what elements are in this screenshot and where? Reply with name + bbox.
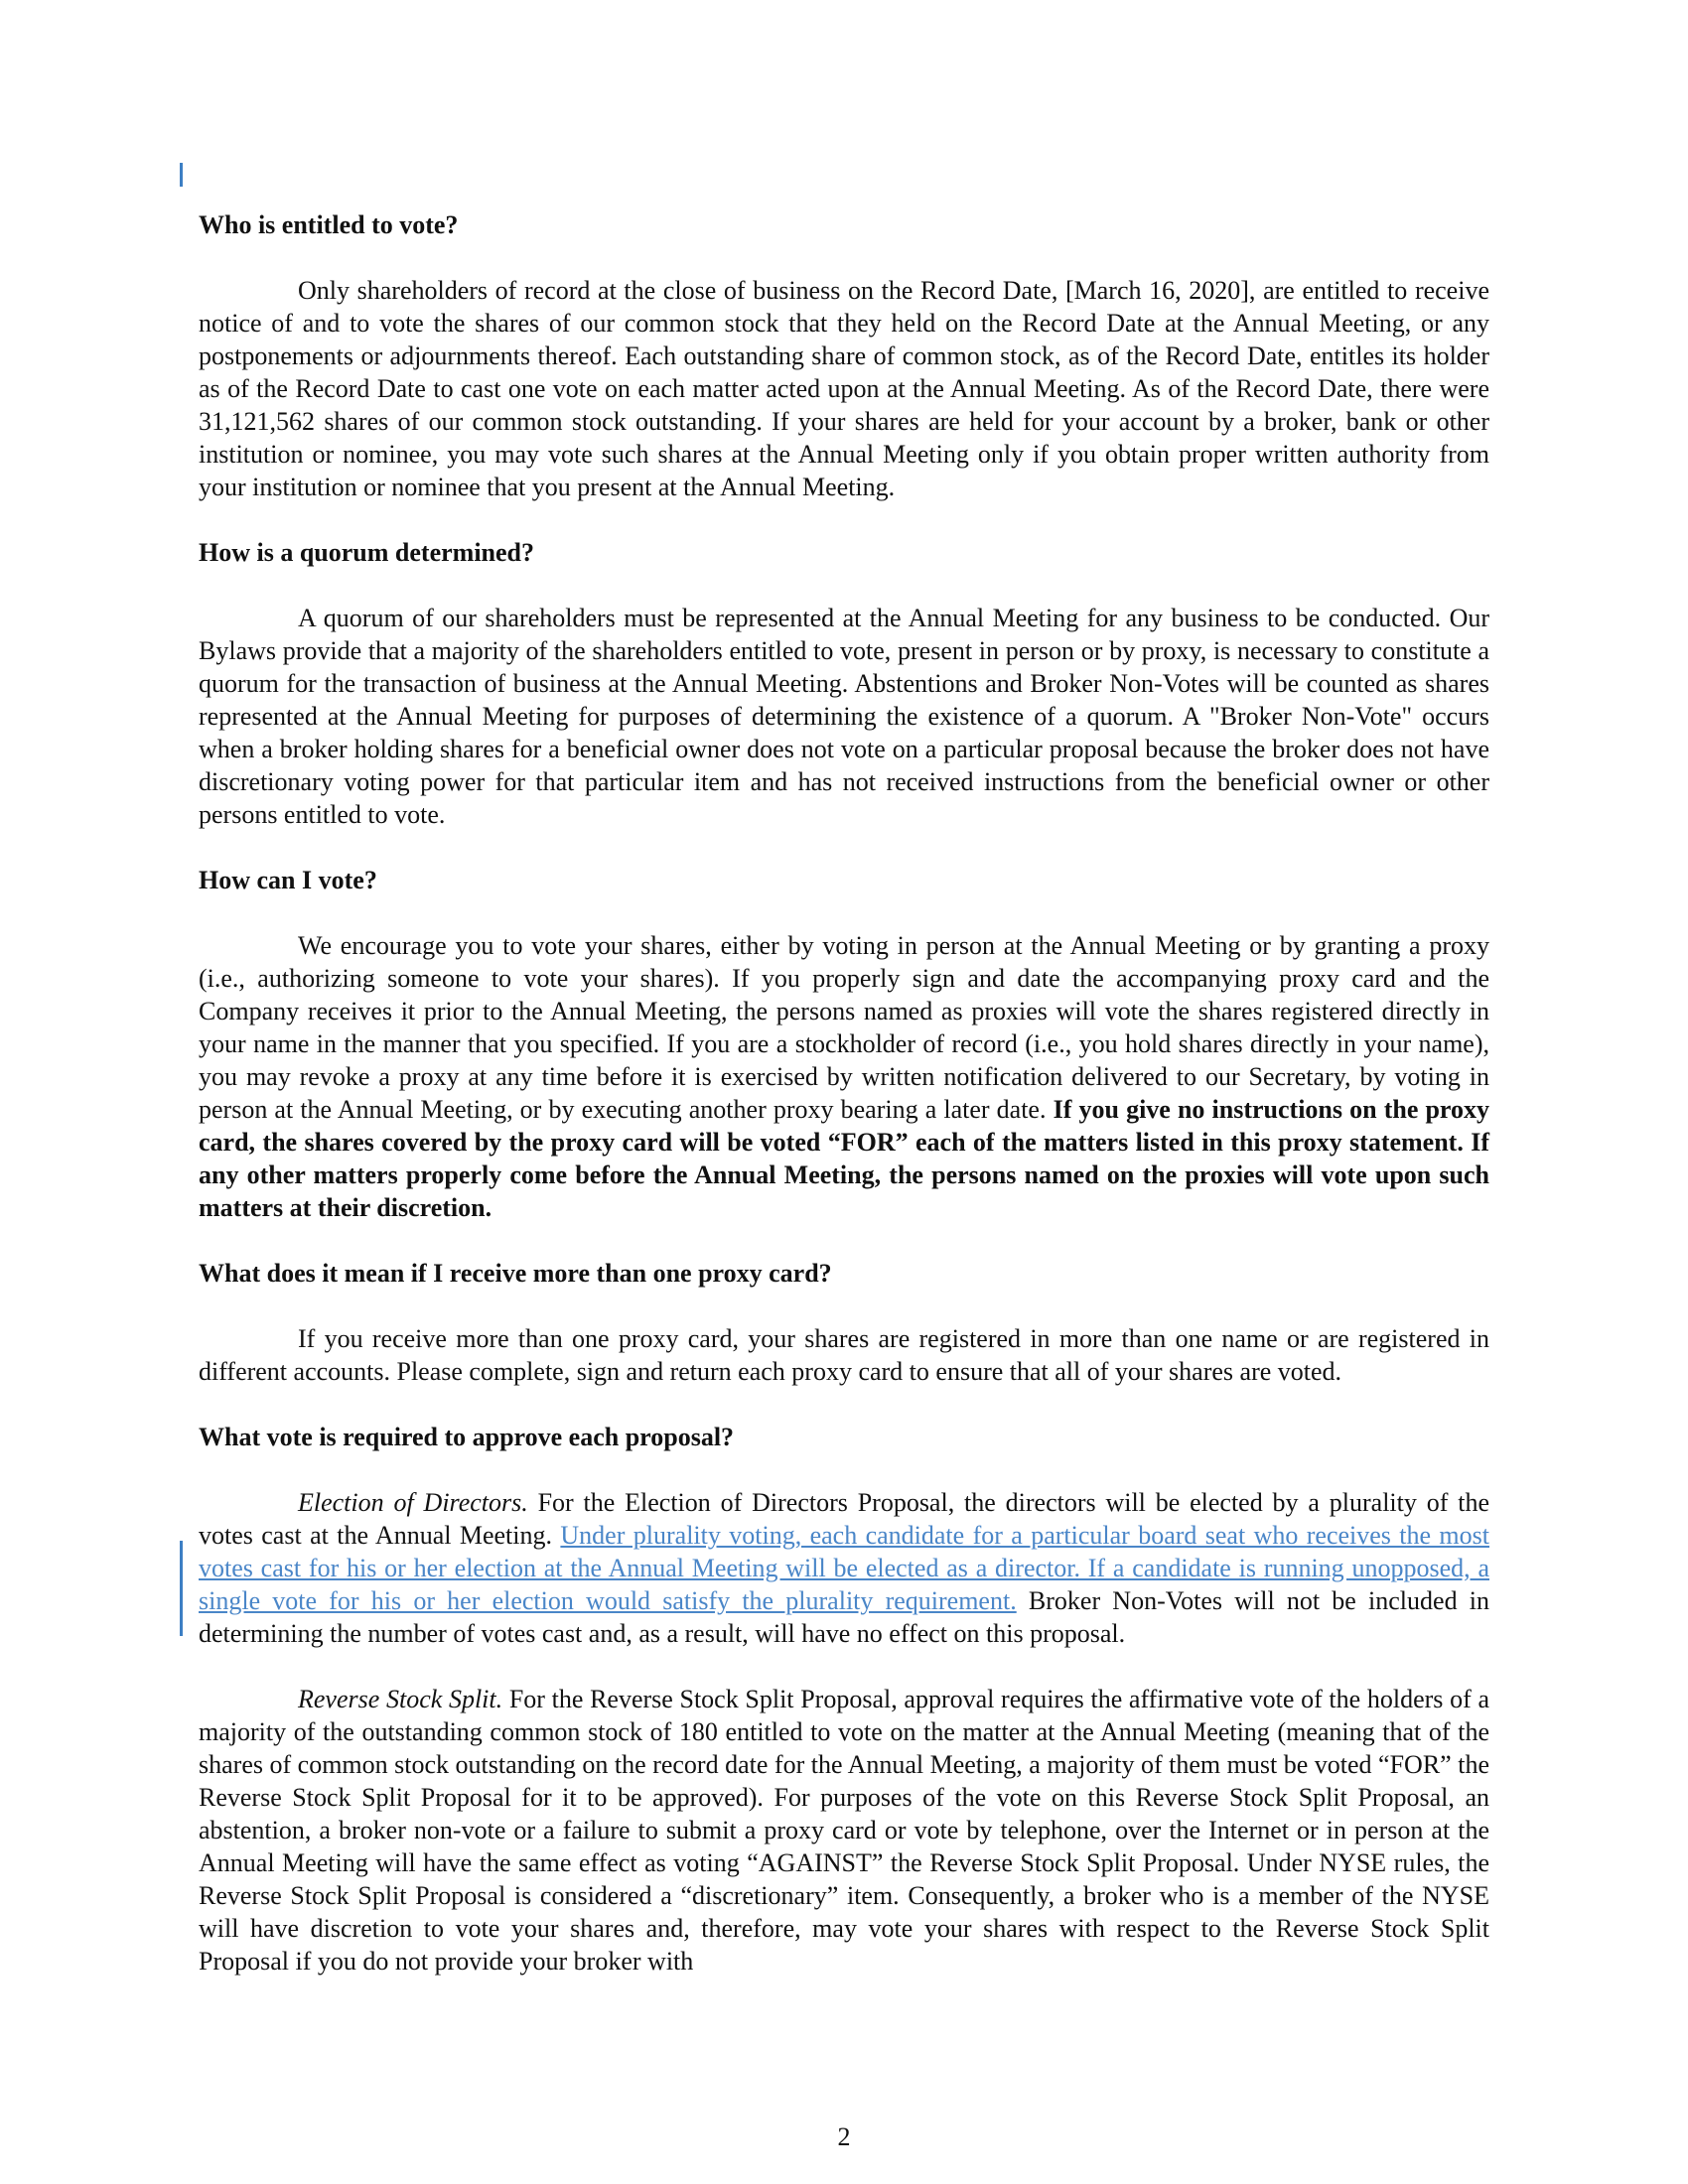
directors-text: For the Election of Directors Proposal, the directors will be elected by a plurality of the votes cast at the Annual Meeting. (199, 1488, 1489, 1550)
change-bar-revision (180, 1541, 183, 1636)
how-vote-bold-text: If you give no instructions on the proxy card, the shares covered by the proxy card will be voted “FOR” each of the matters listed in this proxy statement. If any other matters properly come before the Annual Meeting, the persons named on the proxies will vote upon such matters at their discretion. (199, 1095, 1490, 1222)
directors-tail-text: Broker Non-Votes will not be included in determining the number of votes cast and, as a result, will have no effect on this proposal. (199, 1586, 1489, 1648)
paragraph-multiple-cards: If you receive more than one proxy card, your shares are registered in more than one name or are registered in different accounts. Please complete, sign and return each proxy card to ensure that all of your shares are voted. (199, 1324, 1489, 1386)
document-body (199, 208, 1489, 2010)
heading-quorum: How is a quorum determined? (199, 538, 534, 567)
reverse-split-text: For the Reverse Stock Split Proposal, approval requires the affirmative vote of the holders of a majority of the outstanding common stock of 180 entitled to vote on the matter at the Annual Meeting (meaning that of the shares of common stock outstanding on the record date for the Annual Meeting, a majority of them must be voted “FOR” the Reverse Stock Split Proposal for it to be approved). For purposes of the vote on this Reverse Stock Split Proposal, an abstention, a broker non-vote or a failure to submit a proxy card or vote by telephone, over the Internet or in person at the Annual Meeting will have the same effect as voting “AGAINST” the Reverse Stock Split Proposal. Under NYSE rules, the Reverse Stock Split Proposal is considered a “discretionary” item. Consequently, a broker who is a member of the NYSE will have discretion to vote your shares and, therefore, may vote your shares with respect to the Reverse Stock Split Proposal if you do not provide your broker with (199, 1685, 1489, 1976)
change-bar-top (180, 163, 183, 187)
heading-how-vote: How can I vote? (199, 866, 377, 894)
heading-multiple-cards: What does it mean if I receive more than one proxy card? (199, 1259, 832, 1288)
heading-entitled: Who is entitled to vote? (199, 210, 459, 239)
how-vote-text: We encourage you to vote your shares, either by voting in person at the Annual Meeting or by granting a proxy (i.e., authorizing someone to vote your shares). If you properly sign and date the accompanying proxy card and the Company receives it prior to the Annual Meeting, the persons named as proxies will vote the shares registered directly in your name in the manner that you specified. If you are a stockholder of record (i.e., you hold shares directly in your name), you may revoke a proxy at any time before it is exercised by written notification delivered to our Secretary, by voting in person at the Annual Meeting, or by executing another proxy bearing a later date. (199, 931, 1489, 1124)
paragraph-election-directors (199, 1486, 1489, 1650)
paragraph-quorum: A quorum of our shareholders must be represented at the Annual Meeting for any business to be conducted. Our Bylaws provide that a majority of the shareholders entitled to vote, present in person or by proxy, is necessary to constitute a quorum for the transaction of business at the Annual Meeting. Abstentions and Broker Non-Votes will be counted as shares represented at the Annual Meeting for purposes of determining the existence of a quorum. A "Broker Non-Vote" occurs when a broker holding shares for a beneficial owner does not vote on a particular proposal because the broker does not have discretionary voting power for that particular item and has not received instructions from the beneficial owner or other persons entitled to vote. (199, 604, 1489, 829)
reverse-split-label: Reverse Stock Split. (298, 1685, 503, 1713)
heading-vote-required: What vote is required to approve each proposal? (199, 1423, 735, 1451)
page-number: 2 (837, 2122, 851, 2151)
directors-label: Election of Directors. (298, 1488, 528, 1517)
directors-tracked-insertion: Under plurality voting, each candidate for a particular board seat who receives the most votes cast for his or her election at the Annual Meeting will be elected as a director. If a candidate is running unopposed, a single vote for his or her election would satisfy the plurality requirement. (199, 1521, 1490, 1615)
paragraph-how-vote (199, 929, 1489, 1224)
paragraph-entitled: Only shareholders of record at the close of business on the Record Date, [March 16, 2020], are entitled to receive notice of and to vote the shares of our common stock that they held on the Record Date at the Annual Meeting, or any postponements or adjournments thereof. Each outstanding share of common stock, as of the Record Date, entitles its holder as of the Record Date to cast one vote on each matter acted upon at the Annual Meeting. As of the Record Date, there were 31,121,562 shares of our common stock outstanding. If your shares are held for your account by a broker, bank or other institution or nominee, you may vote such shares at the Annual Meeting only if you obtain proper written authority from your institution or nominee that you present at the Annual Meeting. (199, 276, 1489, 501)
paragraph-reverse-split (199, 1683, 1489, 1978)
